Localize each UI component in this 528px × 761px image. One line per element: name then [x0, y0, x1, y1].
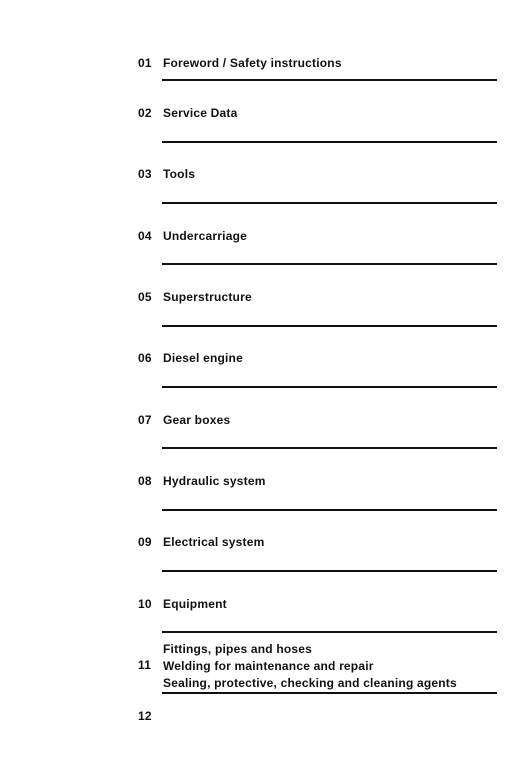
section-title-line: Fittings, pipes and hoses	[163, 642, 313, 656]
section-divider	[162, 141, 497, 143]
section-title: Hydraulic system	[163, 474, 266, 488]
section-divider	[162, 325, 497, 327]
section-number: 06	[138, 351, 152, 365]
section-divider	[162, 692, 497, 694]
section-number: 02	[138, 106, 152, 120]
section-number: 01	[138, 56, 152, 70]
section-title: Service Data	[163, 106, 238, 120]
section-title: Foreword / Safety instructions	[163, 56, 342, 70]
section-number: 12	[138, 709, 152, 723]
section-number: 10	[138, 597, 152, 611]
section-divider	[162, 447, 497, 449]
section-number: 05	[138, 290, 152, 304]
section-title: Tools	[163, 167, 196, 181]
section-divider	[162, 570, 497, 572]
section-divider	[162, 79, 497, 81]
section-title: Diesel engine	[163, 351, 243, 365]
section-number: 04	[138, 229, 152, 243]
section-title: Superstructure	[163, 290, 252, 304]
section-divider	[162, 386, 497, 388]
section-number: 09	[138, 535, 152, 549]
section-title-line: Welding for maintenance and repair	[163, 659, 374, 673]
section-title-multiline	[163, 641, 457, 692]
section-divider	[162, 263, 497, 265]
section-title: Equipment	[163, 597, 227, 611]
section-title: Gear boxes	[163, 413, 231, 427]
section-number: 08	[138, 474, 152, 488]
section-divider	[162, 509, 497, 511]
section-number: 03	[138, 167, 152, 181]
section-title-line: Sealing, protective, checking and cleaning agents	[163, 676, 457, 690]
section-title: Electrical system	[163, 535, 265, 549]
section-number: 11	[138, 658, 152, 672]
section-number: 07	[138, 413, 152, 427]
section-divider	[162, 631, 497, 633]
section-title: Undercarriage	[163, 229, 247, 243]
section-divider	[162, 202, 497, 204]
